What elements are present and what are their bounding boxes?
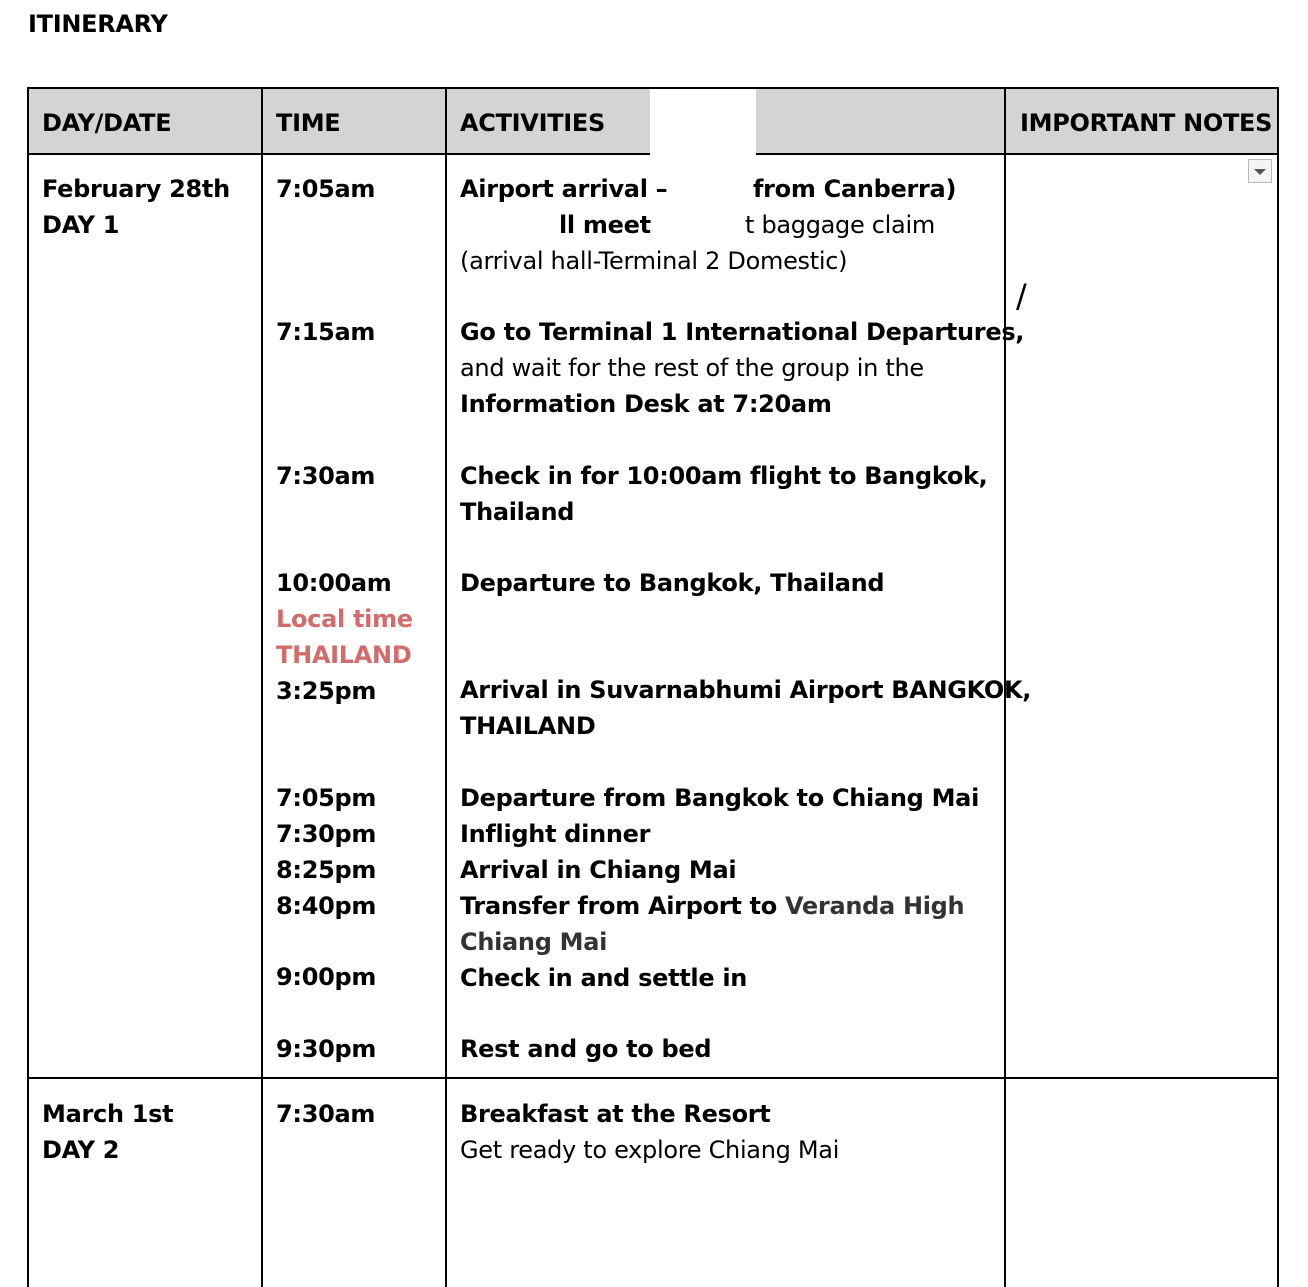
activity-2 [460, 314, 1024, 422]
activity-2-line1: Go to Terminal 1 International Departures, [460, 318, 1025, 346]
row1-time-11: 9:30pm [276, 1035, 377, 1063]
activity-7: Inflight dinner [460, 820, 651, 848]
row2-time-1: 7:30am [276, 1100, 376, 1128]
redaction-header [650, 87, 756, 159]
notes-mark: / [1016, 277, 1027, 315]
activity-2-line2: and wait for the rest of the group in the [460, 354, 924, 382]
row1-time-7: 7:30pm [276, 820, 377, 848]
activity-9-start: Transfer from Airport to [460, 892, 785, 920]
header-time: TIME [276, 109, 341, 137]
activity-6: Departure from Bangkok to Chiang Mai [460, 784, 980, 812]
table-border-right [1277, 87, 1279, 1287]
row1-date [42, 171, 230, 243]
activity-1-line2-end: t baggage claim [745, 211, 935, 239]
header-day-date: DAY/DATE [42, 109, 172, 137]
local-time-note: Local time [276, 605, 413, 633]
row1-date-text: February 28th [42, 175, 230, 203]
hotel-name-part1: Veranda High [784, 892, 965, 920]
activity-5 [460, 672, 1031, 744]
local-time-country: THAILAND [276, 641, 412, 669]
column-divider-2 [445, 87, 447, 1287]
row1-time-4-block [276, 565, 413, 709]
row2-activities [460, 1096, 839, 1168]
row1-time-9: 8:40pm [276, 892, 377, 920]
activity-1-line3: (arrival hall-Terminal 2 Domestic) [460, 247, 848, 275]
row1-time-3: 7:30am [276, 462, 376, 490]
row1-time-6-block [276, 780, 376, 924]
header-activities: ACTIVITIES [460, 109, 605, 137]
document-title: ITINERARY [28, 10, 168, 38]
row2-activity-1: Breakfast at the Resort [460, 1100, 771, 1128]
activity-5-line1: Arrival in Suvarnabhumi Airport BANGKOK, [460, 676, 1032, 704]
row1-time-10: 9:00pm [276, 963, 377, 991]
row2-date [42, 1096, 173, 1168]
table-border-left [27, 87, 29, 1287]
chevron-down-icon[interactable] [1248, 159, 1272, 183]
activity-4: Departure to Bangkok, Thailand [460, 569, 885, 597]
header-important-notes: IMPORTANT NOTES [1020, 109, 1273, 137]
activity-1-line2-start [559, 207, 651, 243]
row-divider [27, 1077, 1279, 1079]
row1-time-1: 7:05am [276, 175, 376, 203]
activity-11: Rest and go to bed [460, 1035, 712, 1063]
row1-time-4: 10:00am [276, 569, 392, 597]
activity-5-line2: THAILAND [460, 712, 596, 740]
activity-10: Check in and settle in [460, 964, 748, 992]
hotel-name-part2: Chiang Mai [460, 928, 608, 956]
row1-time-5: 3:25pm [276, 677, 377, 705]
activity-1-line1-start: Airport arrival – [460, 175, 668, 203]
row2-date-text: March 1st [42, 1100, 174, 1128]
activity-9-line1 [460, 888, 979, 924]
row1-time-8: 8:25pm [276, 856, 377, 884]
row1-time-6: 7:05pm [276, 784, 377, 812]
activity-3-line2: Thailand [460, 498, 575, 526]
row2-activity-2: Get ready to explore Chiang Mai [460, 1136, 840, 1164]
activity-3-line1: Check in for 10:00am flight to Bangkok, [460, 462, 988, 490]
activity-2-line3: Information Desk at 7:20am [460, 390, 832, 418]
row2-day-text: DAY 2 [42, 1136, 120, 1164]
border-fragment [650, 87, 756, 89]
activity-1-line1-end: from Canberra) [753, 175, 957, 203]
activity-3 [460, 458, 988, 530]
activity-6-block [460, 780, 979, 996]
column-divider-1 [261, 87, 263, 1287]
activity-1-line2-start-text: ll meet [559, 211, 651, 239]
activity-8: Arrival in Chiang Mai [460, 856, 737, 884]
row1-day-text: DAY 1 [42, 211, 120, 239]
row1-time-2: 7:15am [276, 318, 376, 346]
